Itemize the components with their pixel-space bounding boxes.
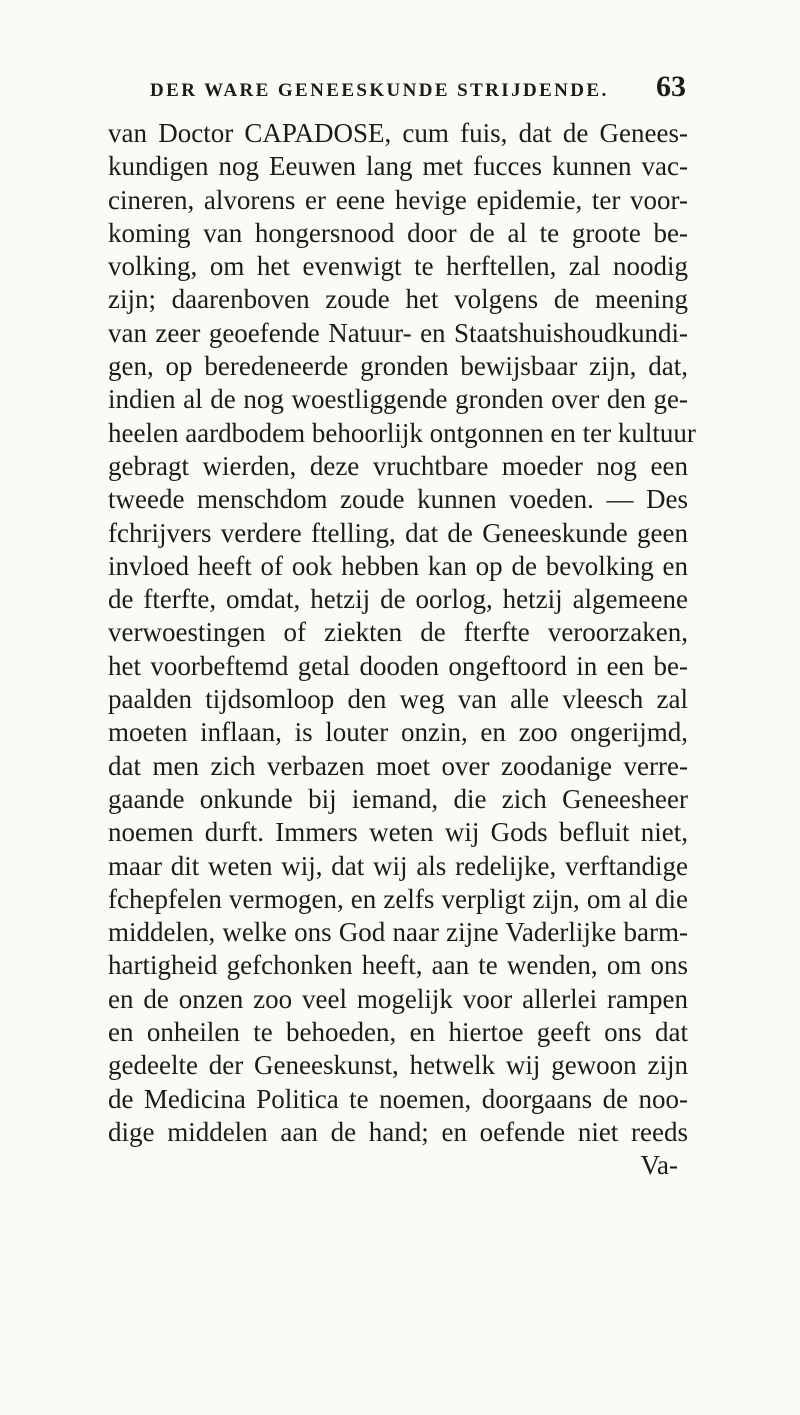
text-line: koming van hongersnood door de al te groote be- (108, 217, 688, 248)
text-line: het voorbeftemd getal dooden ongeftoord in een be- (108, 650, 688, 681)
text-line: moeten inflaan, is louter onzin, en zoo ongerijmd, (108, 717, 688, 748)
text-line: gaande onkunde bij iemand, die zich Geneesheer (108, 783, 688, 814)
text-line: en onheilen te behoeden, en hiertoe geeft ons dat (108, 1017, 688, 1048)
text-line: kundigen nog Eeuwen lang met fucces kunnen vac- (108, 151, 688, 182)
text-line: de Medicina Politica te noemen, doorgaans de noo- (108, 1083, 688, 1114)
running-head: DER WARE GENEESKUNDE STRIJDENDE. (150, 80, 609, 101)
text-line: noemen durft. Immers weten wij Gods befluit niet, (108, 817, 688, 848)
text-line: gen, op beredeneerde gronden bewijsbaar zijn, dat, (108, 351, 688, 382)
catchword: Va- (640, 1150, 678, 1181)
text-line: invloed heeft of ook hebben kan op de bevolking en (108, 550, 688, 581)
text-line: maar dit weten wij, dat wij als redelijke, verftandige (108, 850, 688, 881)
page-number: 63 (656, 70, 686, 103)
text-line: van Doctor CAPADOSE, cum fuis, dat de Genees- (108, 118, 688, 148)
text-line: zijn; daarenboven zoude het volgens de meening (108, 284, 688, 315)
text-line: middelen, welke ons God naar zijne Vaderlijke barm- (108, 917, 688, 948)
text-line: verwoestingen of ziekten de fterfte veroorzaken, (108, 617, 688, 648)
text-line: hartigheid gefchonken heeft, aan te wenden, om ons (108, 950, 688, 981)
text-line: fchepfelen vermogen, en zelfs verpligt zijn, om al die (108, 883, 688, 914)
text-line: heelen aardbodem behoorlijk ontgonnen en ter kultuur (108, 417, 696, 448)
text-line: en de onzen zoo veel mogelijk voor allerlei rampen (108, 983, 688, 1014)
text-line: gebragt wierden, deze vruchtbare moeder nog een (108, 450, 688, 481)
text-line: dige middelen aan de hand; en oefende niet reeds (108, 1116, 688, 1147)
text-line: dat men zich verbazen moet over zoodanige verre- (108, 750, 688, 781)
body-text (108, 117, 696, 1183)
text-line: de fterfte, omdat, hetzij de oorlog, hetzij algemeene (108, 584, 688, 615)
text-line: paalden tijdsomloop den weg van alle vleesch zal (108, 684, 688, 715)
text-line: indien al de nog woestliggende gronden over den ge- (108, 384, 688, 415)
text-line: fchrijvers verdere ftelling, dat de Geneeskunde geen (108, 517, 688, 548)
text-line: van zeer geoefende Natuur- en Staatshuishoudkundi- (108, 317, 688, 348)
text-line: tweede menschdom zoude kunnen voeden. — Des (108, 484, 688, 515)
text-line: cineren, alvorens er eene hevige epidemie, ter voor- (108, 184, 688, 215)
text-line: gedeelte der Geneeskunst, hetwelk wij gewoon zijn (108, 1050, 688, 1081)
text-line: volking, om het evenwigt te herftellen, zal noodig (108, 251, 688, 282)
